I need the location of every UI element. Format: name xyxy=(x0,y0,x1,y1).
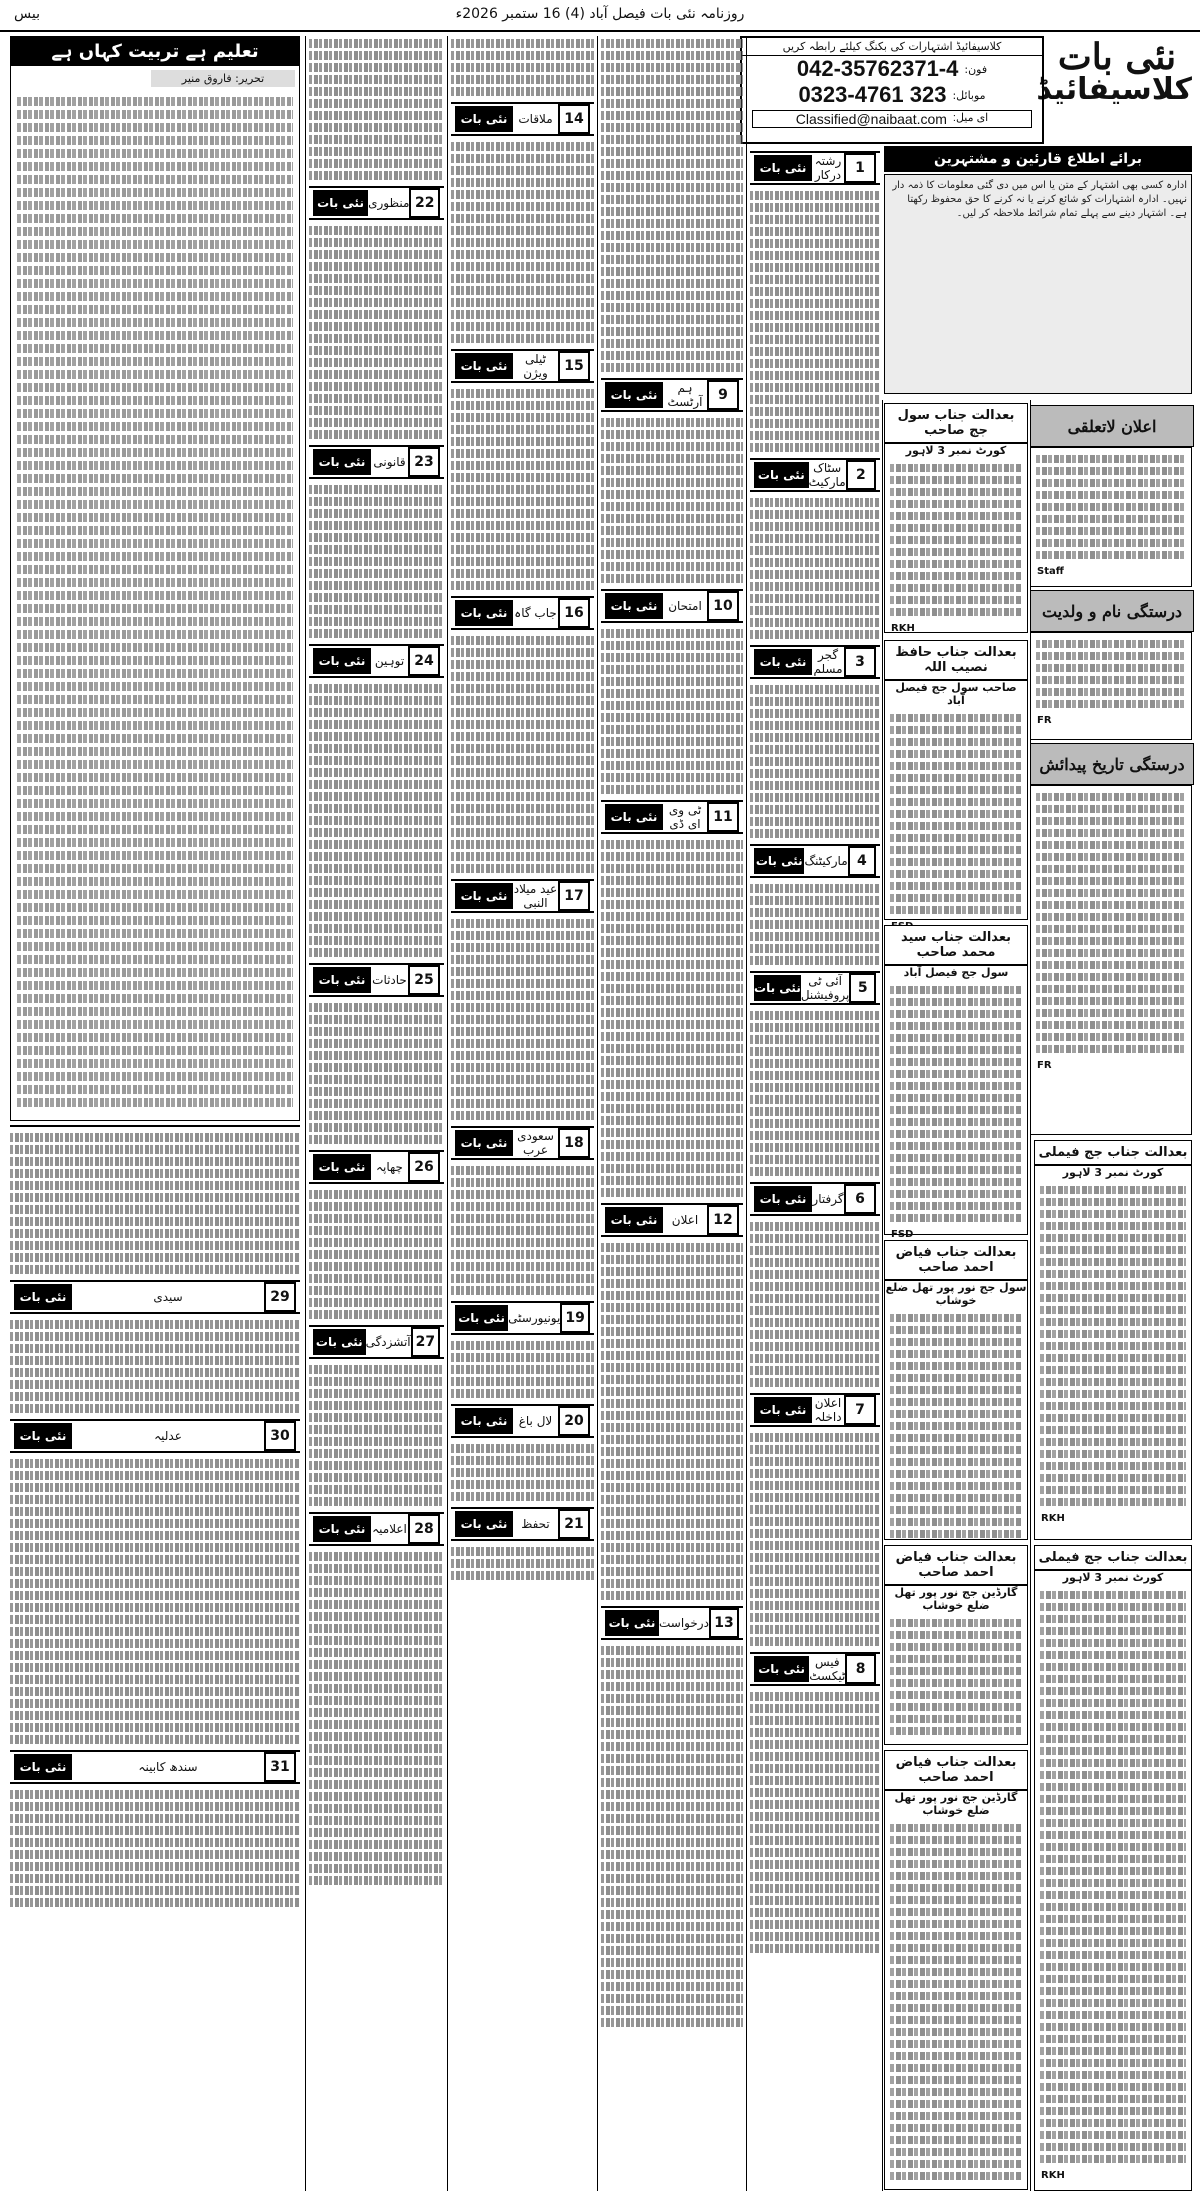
section-body xyxy=(10,1320,300,1413)
section-badge: نئی بات xyxy=(313,190,368,216)
section-number: 24 xyxy=(408,646,440,676)
court-place: گارڈین جج نور پور تھل ضلع خوشاب xyxy=(894,1586,1018,1612)
section-number: 1 xyxy=(844,153,876,183)
section-body xyxy=(309,684,444,957)
section-topic: تحفظ xyxy=(521,1517,550,1531)
opinion-headline: تعلیم ہے تربیت کہاں ہے xyxy=(11,37,299,66)
court-place: سول جج فیصل آباد xyxy=(903,966,1009,979)
section-topic: چھاپہ xyxy=(376,1160,403,1174)
section-badge: نئی بات xyxy=(754,1656,809,1682)
section-body xyxy=(750,498,880,639)
section-header xyxy=(750,971,880,1005)
section-header xyxy=(309,963,444,997)
section-badge: نئی بات xyxy=(455,106,513,132)
section-body xyxy=(309,226,444,439)
disownment-notice xyxy=(1030,447,1192,587)
section-body xyxy=(601,1646,743,2027)
section-number: 23 xyxy=(408,447,440,477)
section-header xyxy=(750,844,880,878)
court-signature: RKH xyxy=(1041,1513,1065,1524)
section-badge: نئی بات xyxy=(605,593,663,619)
section-topic: سعودی عرب xyxy=(517,1129,554,1157)
section-body xyxy=(451,1341,594,1398)
section-topic: عید میلاد النبی xyxy=(513,882,558,910)
column-divider xyxy=(447,36,448,2191)
section-header xyxy=(451,1301,594,1335)
court-signature xyxy=(885,2187,1027,2191)
section-badge: نئی بات xyxy=(754,649,812,675)
section-number: 7 xyxy=(844,1395,876,1425)
section-header xyxy=(601,1203,743,1237)
section-topic: ٹیلی ویژن xyxy=(523,352,548,380)
section-header xyxy=(750,458,880,492)
disownment-banner: اعلان لاتعلقی xyxy=(1030,405,1194,447)
court-place: کورٹ نمبر 3 لاہور xyxy=(905,444,1007,457)
section-header xyxy=(10,1280,300,1314)
court-name: بعدالت جناب جج فیملی xyxy=(1035,1141,1191,1166)
section-header xyxy=(451,1507,594,1541)
section-header xyxy=(451,1126,594,1160)
court-name: بعدالت جناب سید محمد صاحب xyxy=(885,926,1027,966)
section-badge: نئی بات xyxy=(14,1754,72,1780)
section-number: 19 xyxy=(560,1303,590,1333)
section-header xyxy=(309,445,444,479)
section-number: 31 xyxy=(264,1752,296,1782)
section-badge: نئی بات xyxy=(14,1423,72,1449)
section-body xyxy=(309,1365,444,1506)
staff-signature: Staff xyxy=(1037,566,1064,577)
section-body xyxy=(451,1444,594,1501)
section-body xyxy=(601,629,743,794)
section-badge: نئی بات xyxy=(754,155,812,181)
column-sections-9-13 xyxy=(601,36,743,2191)
section-topic: درخواست xyxy=(659,1616,709,1630)
section-body xyxy=(601,39,743,372)
section-body xyxy=(451,39,594,96)
section-number: 27 xyxy=(411,1327,440,1357)
section-header xyxy=(451,102,594,136)
court-notice xyxy=(1034,1545,1192,2191)
court-place: کورٹ نمبر 3 لاہور xyxy=(1062,1166,1164,1179)
section-header xyxy=(309,186,444,220)
dob-correction-notice xyxy=(1030,785,1192,1135)
court-signature xyxy=(885,1742,1027,1746)
section-topic: توہین xyxy=(374,654,405,668)
section-badge: نئی بات xyxy=(754,462,809,488)
section-body xyxy=(750,884,880,965)
opinion-column xyxy=(10,36,300,1121)
section-topic: آتشزدگی xyxy=(365,1335,411,1349)
section-badge: نئی بات xyxy=(313,967,371,993)
section-number: 21 xyxy=(558,1509,590,1539)
court-notice xyxy=(884,925,1028,1240)
section-header xyxy=(601,800,743,834)
mobile-number[interactable]: 0323-4761 323 xyxy=(798,82,947,107)
section-topic: مارکیٹنگ xyxy=(804,854,848,868)
fr-signature: FR xyxy=(1037,715,1052,726)
section-topic: لال باغ xyxy=(518,1414,553,1428)
name-correction-banner: درستگی نام و ولدیت xyxy=(1030,590,1194,632)
contact-intro: کلاسیفائیڈ اشتہارات کی بکنگ کیلئے رابطہ کریں xyxy=(742,38,1042,56)
section-badge: نئی بات xyxy=(14,1284,72,1310)
section-header xyxy=(601,1606,743,1640)
section-badge: نئی بات xyxy=(313,1154,371,1180)
court-place: سول جج نور پور تھل ضلع خوشاب xyxy=(885,1281,1027,1307)
section-header xyxy=(750,645,880,679)
date-line: روزنامہ نئی بات فیصل آباد (4) 16 ستمبر 2026ء xyxy=(455,6,745,22)
section-badge: نئی بات xyxy=(313,648,371,674)
section-header xyxy=(601,378,743,412)
section-number: 22 xyxy=(409,188,440,218)
section-topic: سٹاک مارکیٹ xyxy=(808,461,846,489)
column-divider xyxy=(746,36,747,2191)
section-header xyxy=(750,151,880,185)
section-body xyxy=(750,1222,880,1387)
mobile-label: موبائل: xyxy=(952,88,986,102)
column-divider xyxy=(305,36,306,2191)
section-badge: نئی بات xyxy=(455,883,513,909)
section-header xyxy=(750,1182,880,1216)
section-badge: نئی بات xyxy=(605,1207,663,1233)
section-number: 30 xyxy=(264,1421,296,1451)
section-body xyxy=(309,485,444,638)
court-place: کورٹ نمبر 3 لاہور xyxy=(1062,1571,1164,1584)
section-topic: اعلان داخلہ xyxy=(814,1396,842,1424)
section-body xyxy=(601,840,743,1197)
section-body xyxy=(750,685,880,838)
column-divider xyxy=(597,36,598,2191)
section-body xyxy=(750,1433,880,1646)
section-number: 17 xyxy=(558,881,590,911)
court-notice xyxy=(884,1240,1028,1540)
section-topic: رشتہ درکار xyxy=(814,154,842,182)
page-number: بیس xyxy=(14,6,40,22)
section-header xyxy=(601,589,743,623)
court-name: بعدالت جناب سول جج صاحب xyxy=(885,404,1027,444)
section-body xyxy=(309,1190,444,1319)
section-body xyxy=(451,636,594,873)
section-topic: یونیورسٹی xyxy=(508,1311,561,1325)
section-badge: نئی بات xyxy=(754,848,804,874)
section-number: 12 xyxy=(707,1205,739,1235)
court-name: بعدالت جناب جج فیملی xyxy=(1035,1546,1191,1571)
brand-name: نئی بات xyxy=(1057,36,1177,78)
section-body xyxy=(309,39,444,180)
column-sections-14-21 xyxy=(451,36,594,2191)
section-header xyxy=(750,1393,880,1427)
column-sections-22-28 xyxy=(309,36,444,2191)
section-badge: نئی بات xyxy=(455,600,513,626)
section-body xyxy=(750,1692,880,1953)
section-topic: سندھ کابینہ xyxy=(138,1760,198,1774)
court-name: بعدالت جناب فیاض احمد صاحب xyxy=(885,1751,1027,1791)
contact-box xyxy=(740,36,1044,144)
phone-label: فون: xyxy=(964,62,988,76)
section-number: 25 xyxy=(408,965,440,995)
naibaat-logo xyxy=(1036,36,1192,136)
horizontal-divider xyxy=(10,1125,300,1127)
section-header xyxy=(750,1652,880,1686)
court-name: بعدالت جناب فیاض احمد صاحب xyxy=(885,1546,1027,1586)
section-header xyxy=(451,879,594,913)
section-number: 16 xyxy=(558,598,590,628)
section-header xyxy=(309,644,444,678)
court-notice xyxy=(884,1545,1028,1745)
section-topic: فیس ٹیکسٹ xyxy=(809,1655,846,1683)
section-body xyxy=(750,191,880,452)
section-badge: نئی بات xyxy=(313,1329,366,1355)
column-divider xyxy=(882,400,883,2191)
section-badge: نئی بات xyxy=(754,975,801,1001)
section-topic: حادثات xyxy=(372,973,407,987)
section-topic: امتحان xyxy=(668,599,702,613)
section-badge: نئی بات xyxy=(313,1516,371,1542)
section-badge: نئی بات xyxy=(754,1397,812,1423)
section-body xyxy=(601,1243,743,1600)
column-sections-29-31 xyxy=(10,1130,300,2191)
section-body xyxy=(10,1790,300,1907)
phone-number[interactable]: 042-35762371-4 xyxy=(796,56,959,81)
section-body xyxy=(601,418,743,583)
section-header xyxy=(10,1750,300,1784)
section-header xyxy=(451,1404,594,1438)
section-number: 2 xyxy=(846,460,876,490)
section-number: 6 xyxy=(844,1184,876,1214)
section-number: 11 xyxy=(707,802,739,832)
court-notice xyxy=(884,640,1028,920)
opinion-body xyxy=(11,91,299,1113)
fr-signature: FR xyxy=(1037,1060,1052,1071)
section-badge: نئی بات xyxy=(605,804,663,830)
court-signature: RKH xyxy=(1041,2170,1065,2181)
section-number: 29 xyxy=(264,1282,296,1312)
section-topic: ٹی وی ای ڈی xyxy=(668,803,702,831)
section-badge: نئی بات xyxy=(605,1610,659,1636)
section-topic: اعلان xyxy=(671,1213,699,1227)
section-number: 14 xyxy=(558,104,590,134)
section-body xyxy=(451,1166,594,1295)
section-topic: سیدی xyxy=(153,1290,183,1304)
section-topic: ملاقات xyxy=(518,112,553,126)
section-topic: عدلیہ xyxy=(154,1429,182,1443)
email-address[interactable]: Classified@naibaat.com xyxy=(795,111,947,127)
section-body xyxy=(10,1133,300,1274)
section-badge: نئی بات xyxy=(605,382,663,408)
dob-correction-banner: درستگی تاریخ پیدائش xyxy=(1030,743,1194,785)
court-notice xyxy=(884,1750,1028,2190)
notice-body: ادارہ کسی بھی اشتہار کے متن یا اس میں دی گئی معلومات کا ذمہ دار نہیں۔ ادارہ اشتہارات کو شائع کرنے یا نہ کرنے کا حق محفوظ رکھتا ہے۔ اشتہار دینے سے پہلے تمام شرائط ملاحظہ کر لیں۔ xyxy=(884,174,1192,394)
court-notice xyxy=(1034,1140,1192,1540)
section-badge: نئی بات xyxy=(455,1130,513,1156)
court-signature: RKH xyxy=(891,623,915,634)
section-body xyxy=(451,142,594,343)
section-body xyxy=(10,1459,300,1744)
court-notice xyxy=(884,403,1028,633)
section-topic: منظوری xyxy=(368,196,410,210)
section-body xyxy=(750,1011,880,1176)
section-number: 18 xyxy=(558,1128,590,1158)
section-topic: گرفتار xyxy=(812,1192,844,1206)
masthead xyxy=(0,0,1200,32)
section-body xyxy=(309,1552,444,1885)
section-number: 5 xyxy=(849,973,876,1003)
section-header xyxy=(451,596,594,630)
section-topic: آئی ٹی پروفیشنل xyxy=(800,974,850,1002)
section-badge: نئی بات xyxy=(455,1511,513,1537)
section-number: 26 xyxy=(408,1152,440,1182)
section-header xyxy=(309,1512,444,1546)
court-place: گارڈین جج نور پور تھل ضلع خوشاب xyxy=(894,1791,1018,1817)
section-topic: جاب گاہ xyxy=(514,606,557,620)
court-name: بعدالت جناب حافظ نصیب اللہ xyxy=(885,641,1027,681)
section-header xyxy=(10,1419,300,1453)
section-number: 20 xyxy=(558,1406,590,1436)
section-number: 8 xyxy=(845,1654,876,1684)
section-header xyxy=(451,349,594,383)
section-topic: اعلامیہ xyxy=(372,1522,407,1536)
section-body xyxy=(309,1003,444,1144)
section-badge: نئی بات xyxy=(455,353,513,379)
section-body xyxy=(451,1547,594,1580)
section-header xyxy=(309,1325,444,1359)
notice-title: برائے اطلاع قارئین و مشتہرین xyxy=(884,146,1192,172)
section-number: 3 xyxy=(844,647,876,677)
section-number: 10 xyxy=(707,591,739,621)
section-badge: نئی بات xyxy=(455,1305,508,1331)
section-number: 28 xyxy=(408,1514,440,1544)
section-header xyxy=(309,1150,444,1184)
name-correction-notice xyxy=(1030,632,1192,740)
section-topic: ہم آرٹسٹ xyxy=(667,381,703,409)
section-badge: نئی بات xyxy=(313,449,371,475)
section-topic: قانونی xyxy=(373,455,406,469)
section-name: کلاسیفائیڈ xyxy=(1036,72,1192,107)
section-number: 15 xyxy=(558,351,590,381)
court-signature: FSD xyxy=(891,1229,914,1240)
section-number: 13 xyxy=(709,1608,739,1638)
section-number: 9 xyxy=(707,380,739,410)
section-topic: گجر مسلم xyxy=(813,648,843,676)
section-body xyxy=(451,919,594,1120)
opinion-author: تحریر: فاروق منیر xyxy=(151,70,295,87)
email-label: ای میل: xyxy=(952,112,989,124)
section-badge: نئی بات xyxy=(455,1408,513,1434)
section-body xyxy=(451,389,594,590)
court-place: صاحب سول جج فیصل آباد xyxy=(895,681,1017,707)
court-name: بعدالت جناب فیاض احمد صاحب xyxy=(885,1241,1027,1281)
section-badge: نئی بات xyxy=(754,1186,812,1212)
section-number: 4 xyxy=(848,846,876,876)
column-sections-1-8 xyxy=(750,145,880,2191)
